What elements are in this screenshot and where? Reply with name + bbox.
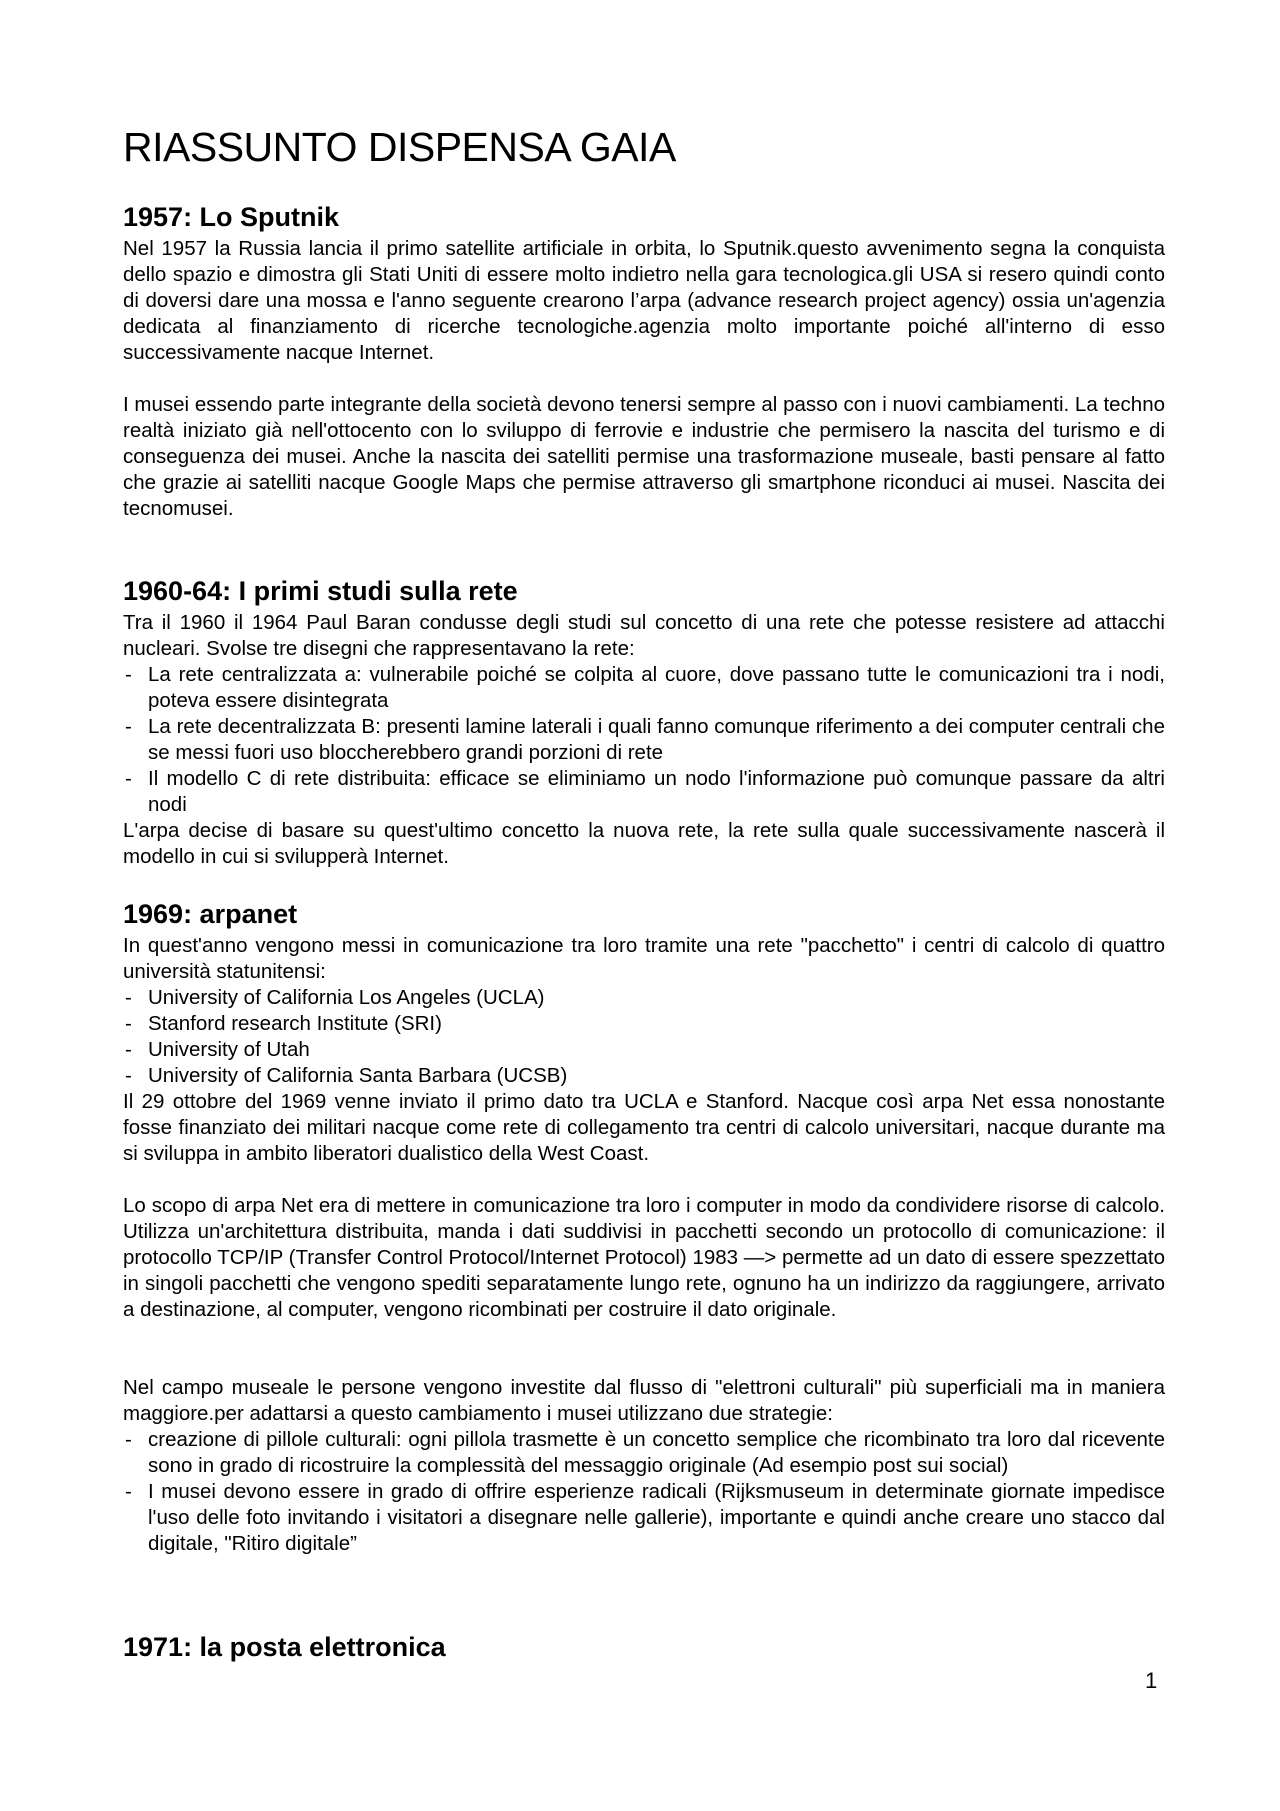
paragraph: Il 29 ottobre del 1969 venne inviato il primo dato tra UCLA e Stanford. Nacque così arpa Net essa nonostante fosse finanziato dei militari nacque come rete di collegamento tra centri di calcolo universitari, nacque durante ma si sviluppa in ambito liberatori dualistico della West Coast. (123, 1090, 1165, 1165)
paragraph: Nel 1957 la Russia lancia il primo satellite artificiale in orbita, lo Sputnik.questo avvenimento segna la conquista dello spazio e dimostra gli Stati Uniti di essere molto indietro nella gara tecnologica.gli USA si resero quindi conto di doversi dare una mossa e l'anno seguente crearono l’arpa (advance research project agency) ossia un'agenzia dedicata al finanziamento di ricerche tecnologiche.agenzia molto importante poiché all'interno di esso successivamente nacque Internet. (123, 237, 1165, 364)
list-item (123, 1427, 1165, 1479)
paragraph: Nel campo museale le persone vengono investite dal flusso di "elettroni culturali" più superficiali ma in maniera maggiore.per adattarsi a questo cambiamento i musei utilizzano due strategie: (123, 1376, 1165, 1425)
bullet-list (123, 662, 1165, 818)
bullet-marker: - (125, 663, 132, 686)
page-number: 1 (1145, 1668, 1158, 1693)
list-item (123, 766, 1165, 818)
bullet-marker: - (125, 767, 132, 790)
list-item (123, 1479, 1165, 1557)
section-1969-arpanet (123, 897, 1165, 1557)
paragraph: In quest'anno vengono messi in comunicazione tra loro tramite una rete "pacchetto" i centri di calcolo di quattro università statunitensi: (123, 934, 1165, 983)
section-heading: 1960-64: I primi studi sulla rete (123, 576, 518, 606)
bullet-marker: - (125, 715, 132, 738)
list-item-text: La rete centralizzata a: vulnerabile poiché se colpita al cuore, dove passano tutte le comunicazioni tra i nodi, poteva essere disintegrata (148, 663, 1165, 712)
list-item (123, 985, 1165, 1011)
list-item-text: I musei devono essere in grado di offrire esperienze radicali (Rijksmuseum in determinate giornate impedisce l'uso delle foto invitando i visitatori a disegnare nelle gallerie), importante e quindi anche creare uno stacco dal digitale, "Ritiro digitale” (148, 1480, 1165, 1555)
list-item-text: La rete decentralizzata B: presenti lamine laterali i quali fanno comunque riferimento a dei computer centrali che se messi fuori uso bloccherebbero grandi porzioni di rete (148, 715, 1165, 764)
list-item (123, 1011, 1165, 1037)
list-item-text: creazione di pillole culturali: ogni pillola trasmette è un concetto semplice che ricombinato tra loro dal ricevente sono in grado di ricostruire la complessità del messaggio originale (Ad esempio post sui social) (148, 1428, 1165, 1477)
bullet-marker: - (125, 1064, 132, 1087)
bullet-marker: - (125, 1428, 132, 1451)
bullet-list (123, 1427, 1165, 1557)
section-1957-sputnik (123, 200, 1165, 522)
section-heading: 1957: Lo Sputnik (123, 202, 340, 232)
section-heading: 1969: arpanet (123, 899, 298, 929)
list-item (123, 714, 1165, 766)
paragraph: L'arpa decise di basare su quest'ultimo concetto la nuova rete, la rete sulla quale successivamente nascerà il modello in cui si svilupperà Internet. (123, 819, 1165, 868)
list-item-text: Stanford research Institute (SRI) (148, 1012, 442, 1035)
bullet-marker: - (125, 1480, 132, 1503)
paragraph: Tra il 1960 il 1964 Paul Baran condusse degli studi sul concetto di una rete che potesse resistere ad attacchi nucleari. Svolse tre disegni che rappresentavano la rete: (123, 611, 1165, 660)
section-1960-64-rete (123, 574, 1165, 870)
bullet-marker: - (125, 1012, 132, 1035)
paragraph: Lo scopo di arpa Net era di mettere in comunicazione tra loro i computer in modo da condividere risorse di calcolo. Utilizza un'architettura distribuita, manda i dati suddivisi in pacchetti secondo un protocollo di comunicazione: il protocollo TCP/IP (Transfer Control Protocol/Internet Protocol) 1983 —> permette ad un dato di essere spezzettato in singoli pacchetti che vengono spediti separatamente lungo rete, ognuno ha un indirizzo da raggiungere, arrivato a destinazione, al computer, vengono ricombinati per costruire il dato originale. (123, 1194, 1165, 1321)
list-item (123, 1037, 1165, 1063)
paragraph: I musei essendo parte integrante della società devono tenersi sempre al passo con i nuovi cambiamenti. La techno realtà iniziato già nell'ottocento con lo sviluppo di ferrovie e industrie che permisero la nascita del turismo e di conseguenza dei musei. Anche la nascita dei satelliti permise una trasformazione museale, basti pensare al fatto che grazie ai satelliti nacque Google Maps che permise attraverso gli smartphone riconduci ai musei. Nascita dei tecnomusei. (123, 393, 1165, 520)
list-item (123, 662, 1165, 714)
list-item-text: University of California Los Angeles (UCLA) (148, 986, 545, 1009)
bullet-marker: - (125, 1038, 132, 1061)
document-title: RIASSUNTO DISPENSA GAIA (123, 124, 676, 170)
list-item-text: University of California Santa Barbara (UCSB) (148, 1064, 568, 1087)
bullet-marker: - (125, 986, 132, 1009)
bullet-list (123, 985, 1165, 1089)
list-item-text: University of Utah (148, 1038, 310, 1061)
section-heading: 1971: la posta elettronica (123, 1632, 446, 1662)
list-item-text: Il modello C di rete distribuita: efficace se eliminiamo un nodo l'informazione può comunque passare da altri nodi (148, 767, 1165, 816)
section-1971-posta (123, 1630, 1165, 1666)
list-item (123, 1063, 1165, 1089)
